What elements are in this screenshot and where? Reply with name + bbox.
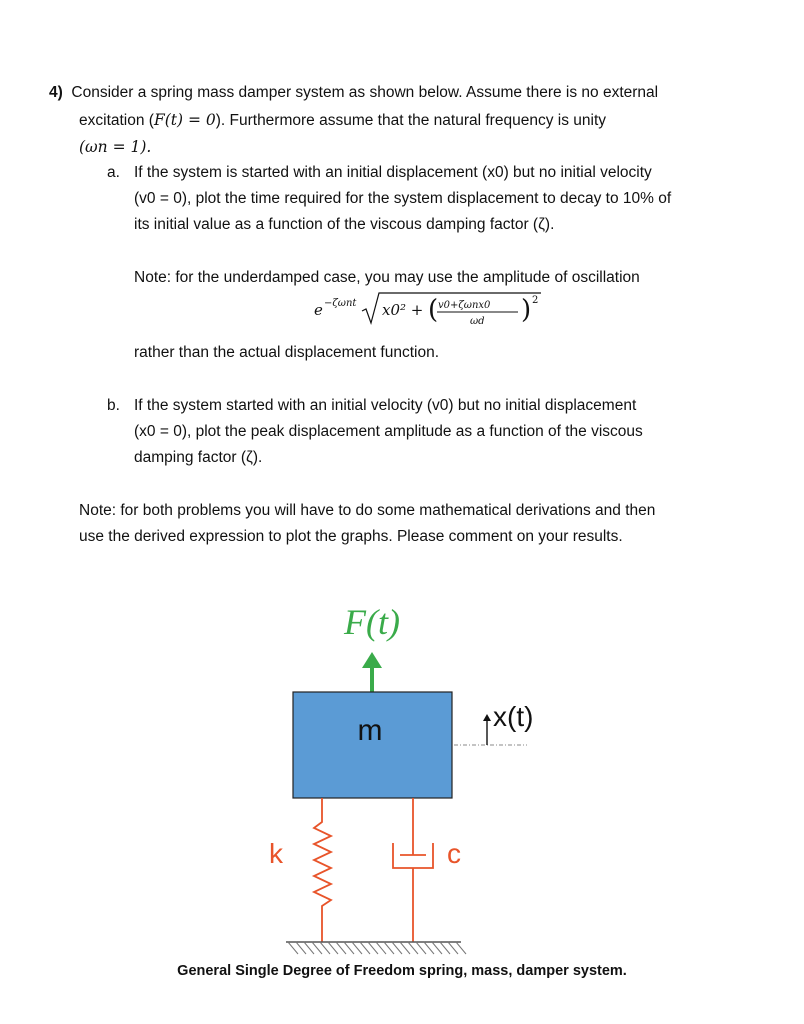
intro-line-1: Consider a spring mass damper system as shown below. Assume there is no external [71, 84, 659, 101]
figure-caption: General Single Degree of Freedom spring, mass, damper system. [177, 963, 627, 979]
part-a-line-2: (v0 = 0), plot the time required for the system displacement to decay to 10% of [134, 190, 672, 207]
damper [393, 798, 433, 942]
part-a-note-line-2: rather than the actual displacement function. [134, 344, 440, 361]
natural-frequency-expression: (ωn = 1). [79, 138, 152, 156]
force-arrow [362, 652, 382, 692]
part-a-note-line-1: Note: for the underdamped case, you may use the amplitude of oscillation [134, 269, 640, 286]
part-a-line-1: If the system is started with an initial displacement (x0) but no initial velocity [134, 164, 652, 181]
general-note-line-2: use the derived expression to plot the graphs. Please comment on your results. [79, 528, 623, 545]
spring-label: k [269, 838, 283, 869]
formula-numerator: v0+ζωnx0 [438, 300, 491, 311]
formula-prefix: e [314, 301, 323, 319]
part-b-label: b. [107, 397, 120, 414]
displacement-arrow [483, 714, 491, 745]
mass-label: m [357, 714, 383, 747]
ground [286, 942, 466, 954]
part-b-line-1: If the system started with an initial velocity (v0) but no initial displacement [134, 397, 637, 414]
formula-radicand: x0² + [382, 301, 424, 319]
formula-power: 2 [532, 295, 539, 306]
part-a-line-3: its initial value as a function of the viscous damping factor (ζ). [134, 216, 555, 233]
spring [314, 798, 331, 942]
damper-label: c [447, 838, 461, 869]
part-b-line-2: (x0 = 0), plot the peak displacement amplitude as a function of the viscous [134, 423, 643, 440]
part-a-label: a. [107, 164, 120, 181]
excitation-expression: F(t) = 0 [153, 111, 216, 129]
formula-exponent: −ζωnt [324, 298, 357, 309]
svg-text:): ) [521, 295, 532, 325]
problem-number: 4) [49, 84, 63, 101]
displacement-label: x(t) [493, 701, 534, 732]
svg-text:(: ( [428, 295, 439, 325]
part-b-line-3: damping factor (ζ). [134, 449, 263, 466]
problem-line-2: excitation (F(t) = 0). Furthermore assume that the natural frequency is unity [79, 111, 606, 129]
force-label: F(t) [344, 602, 400, 642]
general-note-line-1: Note: for both problems you will have to do some mathematical derivations and then [79, 502, 656, 519]
formula-denominator: ωd [470, 316, 485, 327]
